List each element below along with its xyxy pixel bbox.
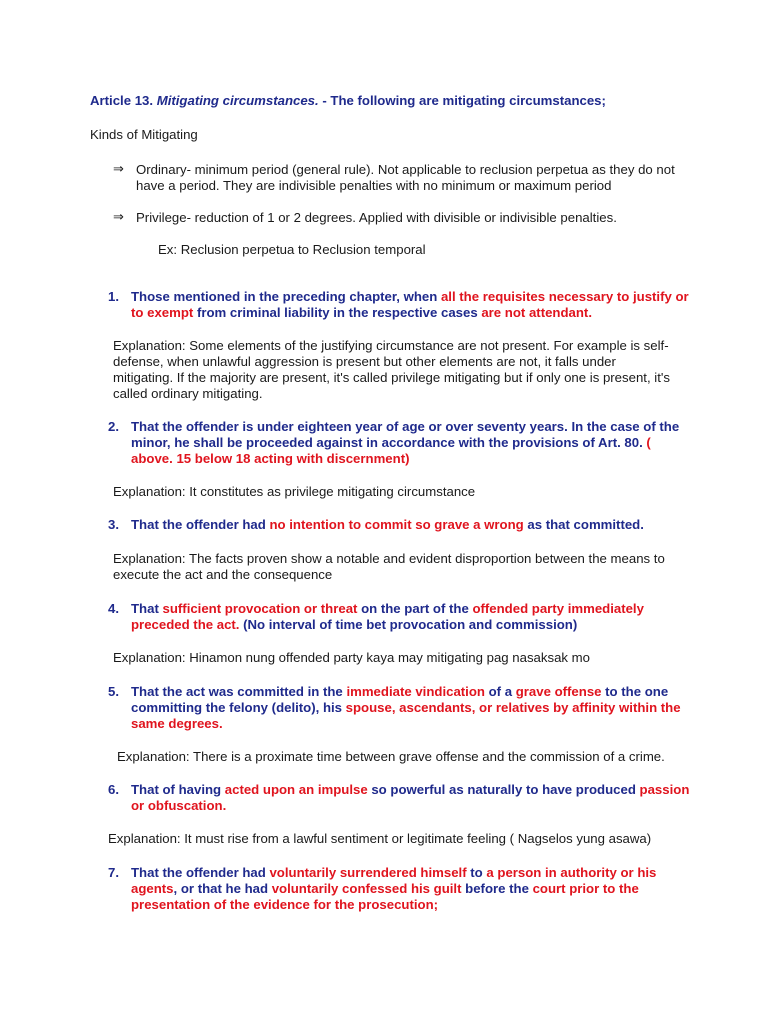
item-text-highlight: voluntarily confessed his guilt (271, 881, 462, 896)
double-arrow-icon: ⇒ (113, 162, 124, 177)
item-text-highlight: sufficient provocation or threat (162, 601, 358, 616)
item-explanation: Explanation: There is a proximate time between grave offense and the commission of a crime. (117, 749, 665, 764)
item-text-highlight: no intention to commit so grave a wrong (269, 517, 524, 532)
item-text-segment: on the part of the (357, 601, 473, 616)
article-title: Mitigating circumstances. (156, 93, 319, 108)
item-number: 1. (108, 289, 119, 304)
item-text-highlight: grave offense (515, 684, 602, 699)
item-text-segment: That the offender had (131, 517, 270, 532)
item-text-highlight: a person in authority or his agents (131, 865, 657, 896)
item-text-segment: so powerful as naturally to have produced (367, 782, 640, 797)
item-text-highlight: acted upon an impulse (224, 782, 368, 797)
item-text-segment: That the offender had (131, 865, 270, 880)
item-text-highlight: are not attendant. (481, 305, 592, 320)
item-explanation: Explanation: The facts proven show a notable and evident disproportion between the means to execute the act and the consequence (113, 551, 665, 582)
item-text-highlight: court prior to the presentation of the evidence for the prosecution; (131, 881, 639, 912)
article-intro: - The following are mitigating circumstances; (318, 93, 606, 108)
item-number: 7. (108, 865, 119, 880)
item-text-highlight: ( above. 15 below 18 acting with discernment) (131, 435, 651, 466)
bullet-ordinary: Ordinary- minimum period (general rule). Not applicable to reclusion perpetua as they do not have a period. They are indivisible penalties with no minimum or maximum period (136, 162, 675, 193)
item-number: 5. (108, 684, 119, 699)
item-text-segment: Those mentioned in the preceding chapter, when (131, 289, 441, 304)
item-text-segment: That the act was committed in the (131, 684, 347, 699)
item-text-highlight: immediate vindication (346, 684, 485, 699)
item-explanation: Explanation: It must rise from a lawful sentiment or legitimate feeling ( Nagselos yung asawa) (108, 831, 652, 846)
item-text-segment: , or that he had (173, 881, 272, 896)
item-text-segment: before the (461, 881, 533, 896)
example-text: Ex: Reclusion perpetua to Reclusion temporal (158, 242, 426, 257)
item-explanation: Explanation: It constitutes as privilege mitigating circumstance (113, 484, 476, 499)
article-heading (90, 93, 606, 109)
item-text-highlight: spouse, ascendants, or relatives by affinity within the same degrees. (131, 700, 681, 731)
item-text-segment: That the offender is under eighteen year of age or over seventy years. In the case of the minor, he shall be proceeded against in accordance with the provisions of Art. 80. (131, 419, 680, 450)
item-text (131, 684, 691, 732)
item-text-highlight: passion or obfuscation. (131, 782, 690, 813)
item-text-highlight: offended party immediately preceded the act. (131, 601, 644, 632)
item-text-highlight: all the requisites necessary to justify or to exempt (131, 289, 689, 320)
bullet-privilege: Privilege- reduction of 1 or 2 degrees. Applied with divisible or indivisible penalties. (136, 210, 617, 225)
item-explanation: Explanation: Some elements of the justifying circumstance are not present. For example is self-defense, when unlawful aggression is present but other elements are not, it falls under mitigating. If the majority are present, it's called privilege mitigating but if only one is present, it's called ordinary mitigating. (113, 338, 670, 401)
item-text-segment: to (466, 865, 487, 880)
item-number: 2. (108, 419, 119, 434)
item-text (131, 517, 691, 533)
item-text-segment: from criminal liability in the respective cases (193, 305, 482, 320)
double-arrow-icon: ⇒ (113, 210, 124, 225)
item-text-segment: as that committed. (523, 517, 644, 532)
item-text (131, 865, 691, 913)
kinds-label: Kinds of Mitigating (90, 127, 198, 142)
item-number: 3. (108, 517, 119, 532)
article-number: Article 13. (90, 93, 157, 108)
item-text (131, 289, 691, 321)
item-text-highlight: voluntarily surrendered himself (269, 865, 467, 880)
item-explanation: Explanation: Hinamon nung offended party kaya may mitigating pag nasaksak mo (113, 650, 590, 665)
item-number: 6. (108, 782, 119, 797)
item-text-segment: of a (484, 684, 516, 699)
item-number: 4. (108, 601, 119, 616)
item-text-segment: That (131, 601, 163, 616)
item-text-segment: (No interval of time bet provocation and commission) (239, 617, 578, 632)
item-text (131, 601, 691, 633)
item-text-segment: That of having (131, 782, 225, 797)
item-text (131, 782, 691, 814)
item-text-segment: to the one committing the felony (delito), his (131, 684, 669, 715)
item-text (131, 419, 691, 467)
